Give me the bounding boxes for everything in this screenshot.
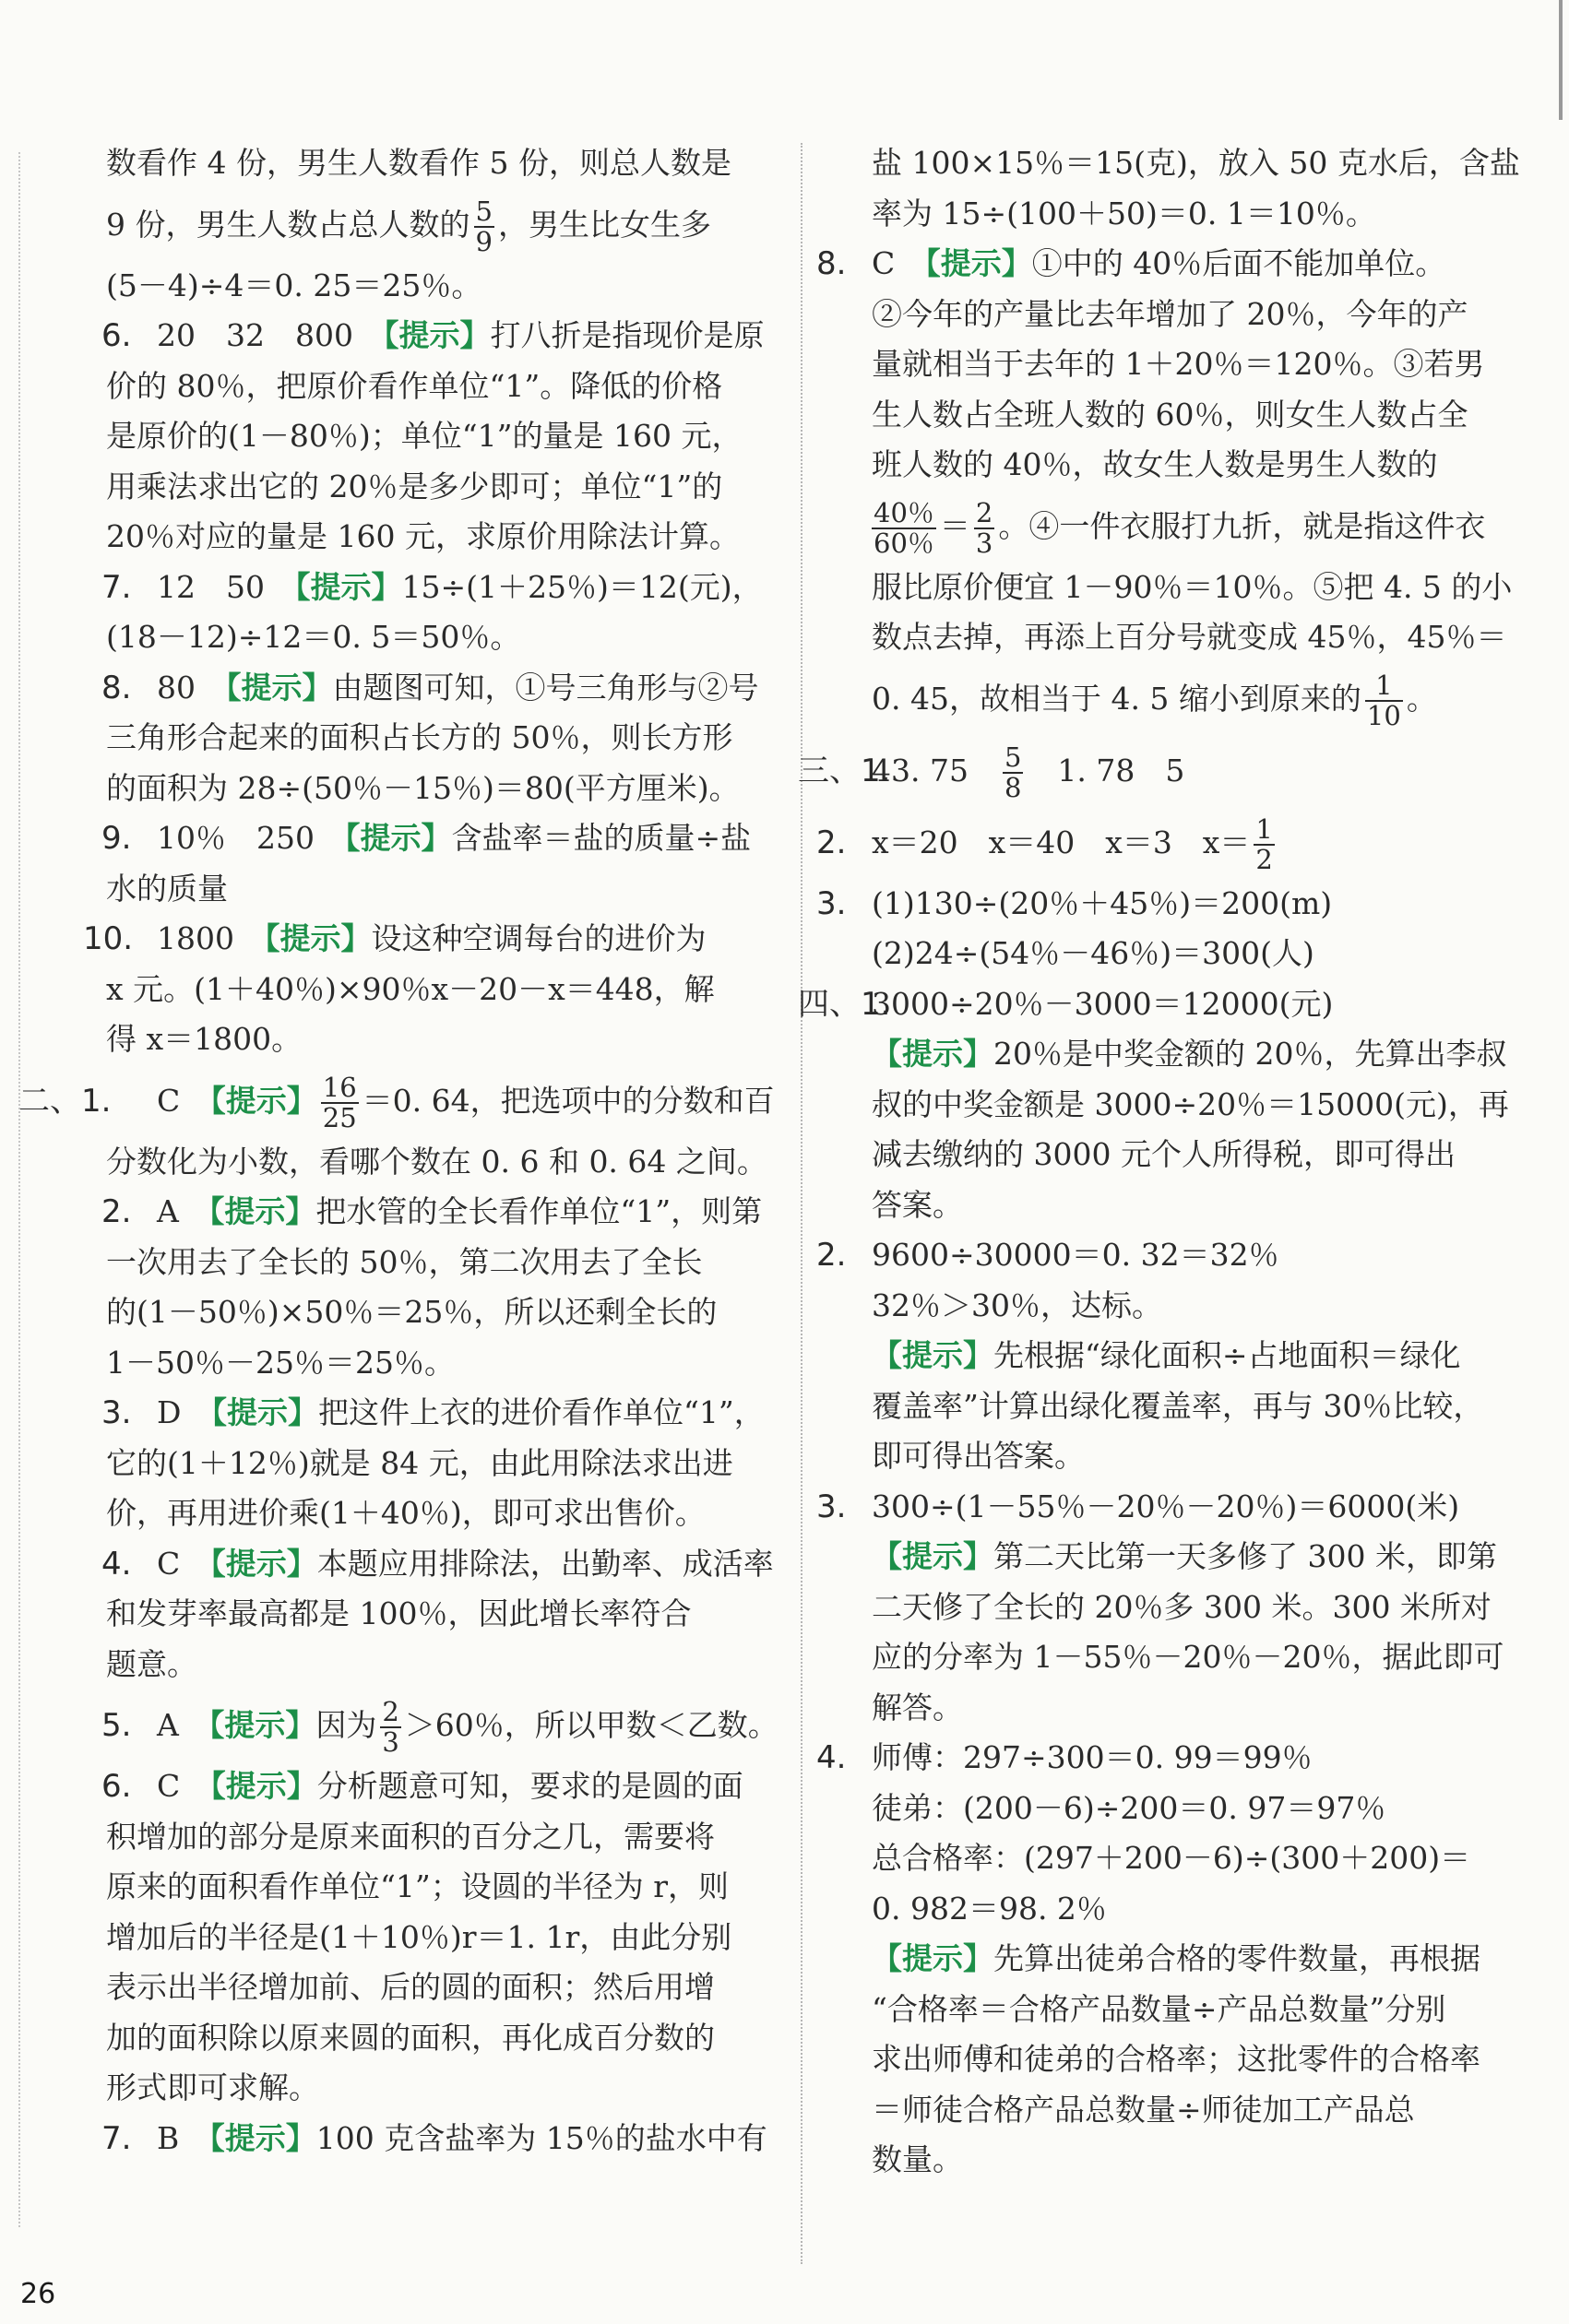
fraction	[321, 1073, 359, 1132]
text-line: 20％对应的量是 160 元，求原价用除法计算。	[106, 518, 740, 554]
numerator: 1	[1255, 812, 1273, 845]
hint-label: 【提示】	[226, 669, 333, 706]
text-line	[821, 491, 1550, 563]
page-edge-mark	[1559, 0, 1563, 120]
text-line: 解答。	[872, 1689, 963, 1725]
answer-text: 10％ 250	[157, 820, 345, 856]
fraction	[974, 496, 994, 559]
answer-text: A	[157, 1707, 209, 1743]
answer-text: (1)130÷(20％＋45％)＝200(m)	[872, 884, 1333, 921]
answer-text: 师傅：297÷300＝0. 99＝99％	[872, 1739, 1313, 1775]
fraction	[1254, 812, 1274, 875]
denominator: 10	[1366, 699, 1401, 731]
text-line: 即可得出答案。	[872, 1438, 1085, 1474]
text-segment: 9 份，男生人数占总人数的	[106, 206, 470, 243]
text-line: 价的 80％，把原价看作单位“1”。降低的价格	[106, 367, 723, 404]
text-line: ②今年的产量比去年增加了 20％，今年的产	[872, 295, 1468, 332]
hint-text: 先算出徒弟合格的零件数量，再根据	[993, 1940, 1480, 1976]
text-line: 三角形合起来的面积占长方的 50％，则长方形	[106, 719, 733, 755]
answer-text: B	[157, 2119, 210, 2156]
text-line: 答案。	[872, 1186, 963, 1223]
answer-8	[816, 239, 1550, 290]
numerator: 40％	[874, 496, 934, 528]
hint-text: 20％是中奖金额的 20％，先算出李叔	[993, 1036, 1507, 1072]
question-number: 2.	[816, 824, 847, 861]
denominator: 9	[475, 225, 493, 257]
hint-label: 【提示】	[210, 1768, 317, 1804]
fraction	[1003, 743, 1023, 802]
question-number: 8.	[816, 245, 847, 282]
denominator: 60％	[874, 527, 934, 559]
answer-text: 3000÷20％－3000＝12000(元)	[872, 985, 1334, 1022]
question-number: 10.	[83, 920, 134, 957]
hint-label: 【提示】	[872, 1940, 993, 1976]
question-number: 5.	[101, 1707, 132, 1744]
hint-label: 【提示】	[383, 317, 491, 353]
hint-text: 打八折是指现价是原	[490, 317, 765, 353]
text-line: 数量。	[872, 2141, 963, 2177]
answer-text: 1. 78 5	[1027, 752, 1185, 788]
answer-text: C	[157, 1082, 211, 1119]
hint-text: 分析题意可知，要求的是圆的面	[316, 1768, 743, 1804]
section-number: 三、1.	[798, 752, 891, 789]
answer-text: 300÷(1－55％－20％－20％)＝6000(米)	[872, 1488, 1460, 1524]
denominator: 3	[975, 527, 993, 559]
text-line: 它的(1＋12％)就是 84 元，由此用除法求出进	[106, 1444, 733, 1481]
answer-text: D	[157, 1394, 212, 1430]
text-line: 原来的面积看作单位“1”；设圆的半径为 r，则	[106, 1868, 730, 1904]
answer-9	[101, 813, 770, 864]
section-4-answer-4	[816, 1733, 1550, 1784]
text-segment: 。④一件衣服打九折，就是指这件衣	[998, 507, 1486, 544]
text-segment: 。	[1406, 680, 1437, 717]
text-line	[106, 189, 770, 261]
text-line: 加的面积除以原来圆的面积，再化成百分数的	[106, 2019, 715, 2056]
section-number: 四、1.	[798, 985, 891, 1023]
hint-line	[821, 1934, 1550, 1985]
page-number: 26	[20, 2278, 56, 2310]
answer-text: C	[157, 1545, 211, 1582]
hint-label: 【提示】	[872, 1337, 993, 1373]
fraction	[474, 197, 494, 256]
text-line: 是原价的(1－80％)；单位“1”的量是 160 元，	[106, 418, 743, 454]
column-divider	[801, 143, 802, 2264]
hint-label: 【提示】	[208, 1707, 316, 1743]
hint-label: 【提示】	[211, 1394, 318, 1430]
text-line: 班人数的 40％，故女生人数是男生人数的	[872, 446, 1438, 482]
numerator: 2	[382, 1696, 399, 1727]
text-line: 率为 15÷(100＋50)＝0. 1＝10％。	[872, 195, 1376, 231]
answer-text: 43. 75	[872, 752, 999, 788]
question-number: 7.	[101, 2119, 132, 2157]
fraction	[1365, 671, 1403, 730]
hint-text: 先根据“绿化面积÷占地面积＝绿化	[993, 1337, 1461, 1373]
section-2-answer-5	[101, 1690, 779, 1761]
section-3-answer-2	[816, 807, 1550, 879]
section-2-answer-7	[101, 2114, 770, 2164]
hint-text: ＝0. 64，把选项中的分数和百	[362, 1082, 775, 1119]
answer-text: C	[872, 245, 926, 281]
hint-label: 【提示】	[264, 920, 372, 956]
question-number: 9.	[101, 820, 132, 857]
hint-label: 【提示】	[925, 245, 1032, 281]
answer-text: 80	[157, 669, 226, 706]
text-line	[821, 663, 1550, 735]
denominator: 25	[322, 1101, 357, 1133]
text-line: 总合格率：(297＋200－6)÷(300＋200)＝	[872, 1840, 1471, 1876]
answer-text: x＝20 x＝40 x＝3 x＝	[872, 824, 1251, 860]
text-segment: ，男生比女生多	[497, 206, 711, 243]
hint-label: 【提示】	[210, 1545, 317, 1582]
hint-label: 【提示】	[294, 568, 402, 605]
text-line: 二天修了全长的 20％多 300 米。300 米所对	[872, 1588, 1492, 1625]
question-number: 3.	[101, 1394, 132, 1431]
text-line: ＝师徒合格产品总数量÷师徒加工产品总	[872, 2091, 1415, 2128]
hint-label: 【提示】	[210, 1082, 317, 1119]
hint-label: 【提示】	[209, 2119, 316, 2156]
text-line: “合格率＝合格产品数量÷产品总数量”分别	[872, 1990, 1446, 2027]
text-line: 0. 982＝98. 2％	[872, 1890, 1107, 1927]
text-line: 减去缴纳的 3000 元个人所得税，即可得出	[872, 1136, 1456, 1172]
binding-dotted-line	[18, 152, 20, 2227]
section-4-answer-1	[798, 979, 1550, 1030]
text-line: 1－50％－25％＝25％。	[106, 1344, 455, 1381]
text-line: 盐 100×15％＝15(克)，放入 50 克水后，含盐	[872, 145, 1520, 181]
text-line: 的面积为 28÷(50％－15％)＝80(平方厘米)。	[106, 769, 740, 806]
fraction	[380, 1698, 400, 1757]
question-number: 2.	[816, 1237, 847, 1274]
answer-10	[83, 914, 770, 965]
text-line: 数点去掉，再添上百分号就变成 45％，45％＝	[872, 619, 1507, 655]
numerator: 16	[322, 1071, 357, 1103]
answer-text: A	[157, 1193, 209, 1229]
section-2-answer-4	[101, 1539, 774, 1590]
text-line: 求出师傅和徒弟的合格率；这批零件的合格率	[872, 2041, 1480, 2077]
answer-6	[101, 311, 770, 362]
hint-label: 【提示】	[872, 1538, 993, 1574]
numerator: 5	[475, 195, 493, 227]
section-2-answer-6	[101, 1761, 770, 1812]
hint-text: 把这件上衣的进价看作单位“1”，	[317, 1394, 765, 1430]
hint-text: 含盐率＝盐的质量÷盐	[451, 820, 752, 856]
section-4-answer-3	[816, 1482, 1550, 1533]
text-line: 应的分率为 1－55％－20％－20％，据此即可	[872, 1639, 1504, 1675]
text-line: 形式即可求解。	[106, 2069, 319, 2105]
question-number: 6.	[101, 1768, 132, 1805]
text-line: 一次用去了全长的 50％，第二次用去了全长	[106, 1243, 703, 1280]
question-number: 3.	[816, 884, 847, 922]
denominator: 8	[1004, 771, 1022, 803]
hint-text: 把水管的全长看作单位“1”，则第	[315, 1193, 763, 1229]
right-column	[798, 138, 1550, 2186]
question-number: 7.	[101, 568, 132, 606]
denominator: 2	[1255, 843, 1273, 875]
answer-text: C	[157, 1768, 211, 1804]
hint-label: 【提示】	[208, 1193, 316, 1229]
section-2-answer-2	[101, 1187, 770, 1238]
text-line: 叔的中奖金额是 3000÷20％＝15000(元)，再	[872, 1085, 1509, 1122]
fraction	[872, 496, 936, 559]
text-line: 分数化为小数，看哪个数在 0. 6 和 0. 64 之间。	[106, 1143, 767, 1180]
question-number: 3.	[816, 1488, 847, 1525]
answer-text: 9600÷30000＝0. 32＝32％	[872, 1237, 1279, 1273]
text-line: 题意。	[106, 1645, 197, 1682]
hint-label: 【提示】	[872, 1036, 993, 1072]
answer-7	[101, 563, 770, 613]
hint-text: 第二天比第一天多修了 300 米，即第	[993, 1538, 1497, 1574]
hint-text: ①中的 40％后面不能加单位。	[1031, 245, 1446, 281]
question-number: 6.	[101, 317, 132, 354]
hint-text: 因为	[315, 1707, 377, 1743]
text-line: 和发芽率最高都是 100％，因此增长率符合	[106, 1595, 692, 1631]
text-line: 量就相当于去年的 1＋20％＝120％。③若男	[872, 346, 1485, 382]
hint-label: 【提示】	[344, 820, 452, 856]
text-line: (5－4)÷4＝0. 25＝25％。	[106, 267, 482, 303]
question-number: 4.	[101, 1545, 132, 1583]
text-line: 得 x＝1800。	[106, 1021, 303, 1057]
section-number: 二、1.	[18, 1082, 112, 1120]
text-line: 水的质量	[106, 870, 228, 907]
left-column	[18, 138, 779, 2164]
hint-line	[821, 1532, 1550, 1583]
text-line: x 元。(1＋40％)×90％x－20－x＝448，解	[106, 970, 715, 1007]
hint-line	[821, 1331, 1550, 1381]
section-2-answer-1	[18, 1065, 775, 1137]
text-line: 32％＞30％，达标。	[872, 1286, 1162, 1323]
text-line: (18－12)÷12＝0. 5＝50％。	[106, 619, 521, 655]
answer-text: 12 50	[157, 568, 295, 605]
section-3-answer-3	[816, 879, 1550, 930]
text-line: 用乘法求出它的 20％是多少即可；单位“1”的	[106, 468, 723, 504]
text-segment: ＝	[939, 507, 970, 544]
hint-text: 设这种空调每台的进价为	[371, 920, 707, 956]
text-line: 徒弟：(200－6)÷200＝0. 97＝97％	[872, 1789, 1386, 1826]
hint-text: 本题应用排除法，出勤率、成活率	[316, 1545, 774, 1582]
text-line: 数看作 4 份，男生人数看作 5 份，则总人数是	[106, 145, 731, 181]
hint-text: ＞60％，所以甲数＜乙数。	[404, 1707, 779, 1743]
question-number: 2.	[101, 1193, 132, 1230]
section-3-answer-1	[798, 735, 1550, 807]
text-line: 积增加的部分是原来面积的百分之几，需要将	[106, 1818, 715, 1855]
numerator: 5	[1004, 741, 1022, 773]
question-number: 8.	[101, 669, 132, 706]
text-line: 覆盖率”计算出绿化覆盖率，再与 30％比较，	[872, 1387, 1484, 1424]
denominator: 3	[382, 1726, 399, 1758]
hint-text: 100 克含盐率为 15％的盐水中有	[315, 2119, 767, 2156]
hint-line	[821, 1029, 1550, 1080]
text-line: 表示出半径增加前、后的圆的面积；然后用增	[106, 1969, 715, 2005]
text-segment: 0. 45，故相当于 4. 5 缩小到原来的	[872, 680, 1361, 717]
answer-text: 20 32 800	[157, 317, 384, 353]
section-2-answer-3	[101, 1388, 770, 1439]
answer-text: 1800	[157, 920, 265, 956]
text-line: 的(1－50％)×50％＝25％，所以还剩全长的	[106, 1294, 718, 1330]
text-line: (2)24÷(54％－46％)＝300(人)	[872, 935, 1314, 971]
hint-text: 由题图可知，①号三角形与②号	[332, 669, 759, 706]
numerator: 1	[1365, 671, 1403, 702]
text-line: 价，再用进价乘(1＋40％)，即可求出售价。	[106, 1495, 706, 1531]
section-4-answer-2	[816, 1230, 1550, 1281]
hint-text: 15÷(1＋25％)＝12(元)，	[401, 568, 763, 605]
text-line: 增加后的半径是(1＋10％)r＝1. 1r，由此分别	[106, 1918, 732, 1955]
answer-8	[101, 663, 770, 714]
question-number: 4.	[816, 1739, 847, 1776]
numerator: 2	[975, 496, 993, 528]
text-line: 生人数占全班人数的 60％，则女生人数占全	[872, 396, 1468, 433]
text-line: 服比原价便宜 1－90％＝10％。⑤把 4. 5 的小	[872, 568, 1513, 605]
